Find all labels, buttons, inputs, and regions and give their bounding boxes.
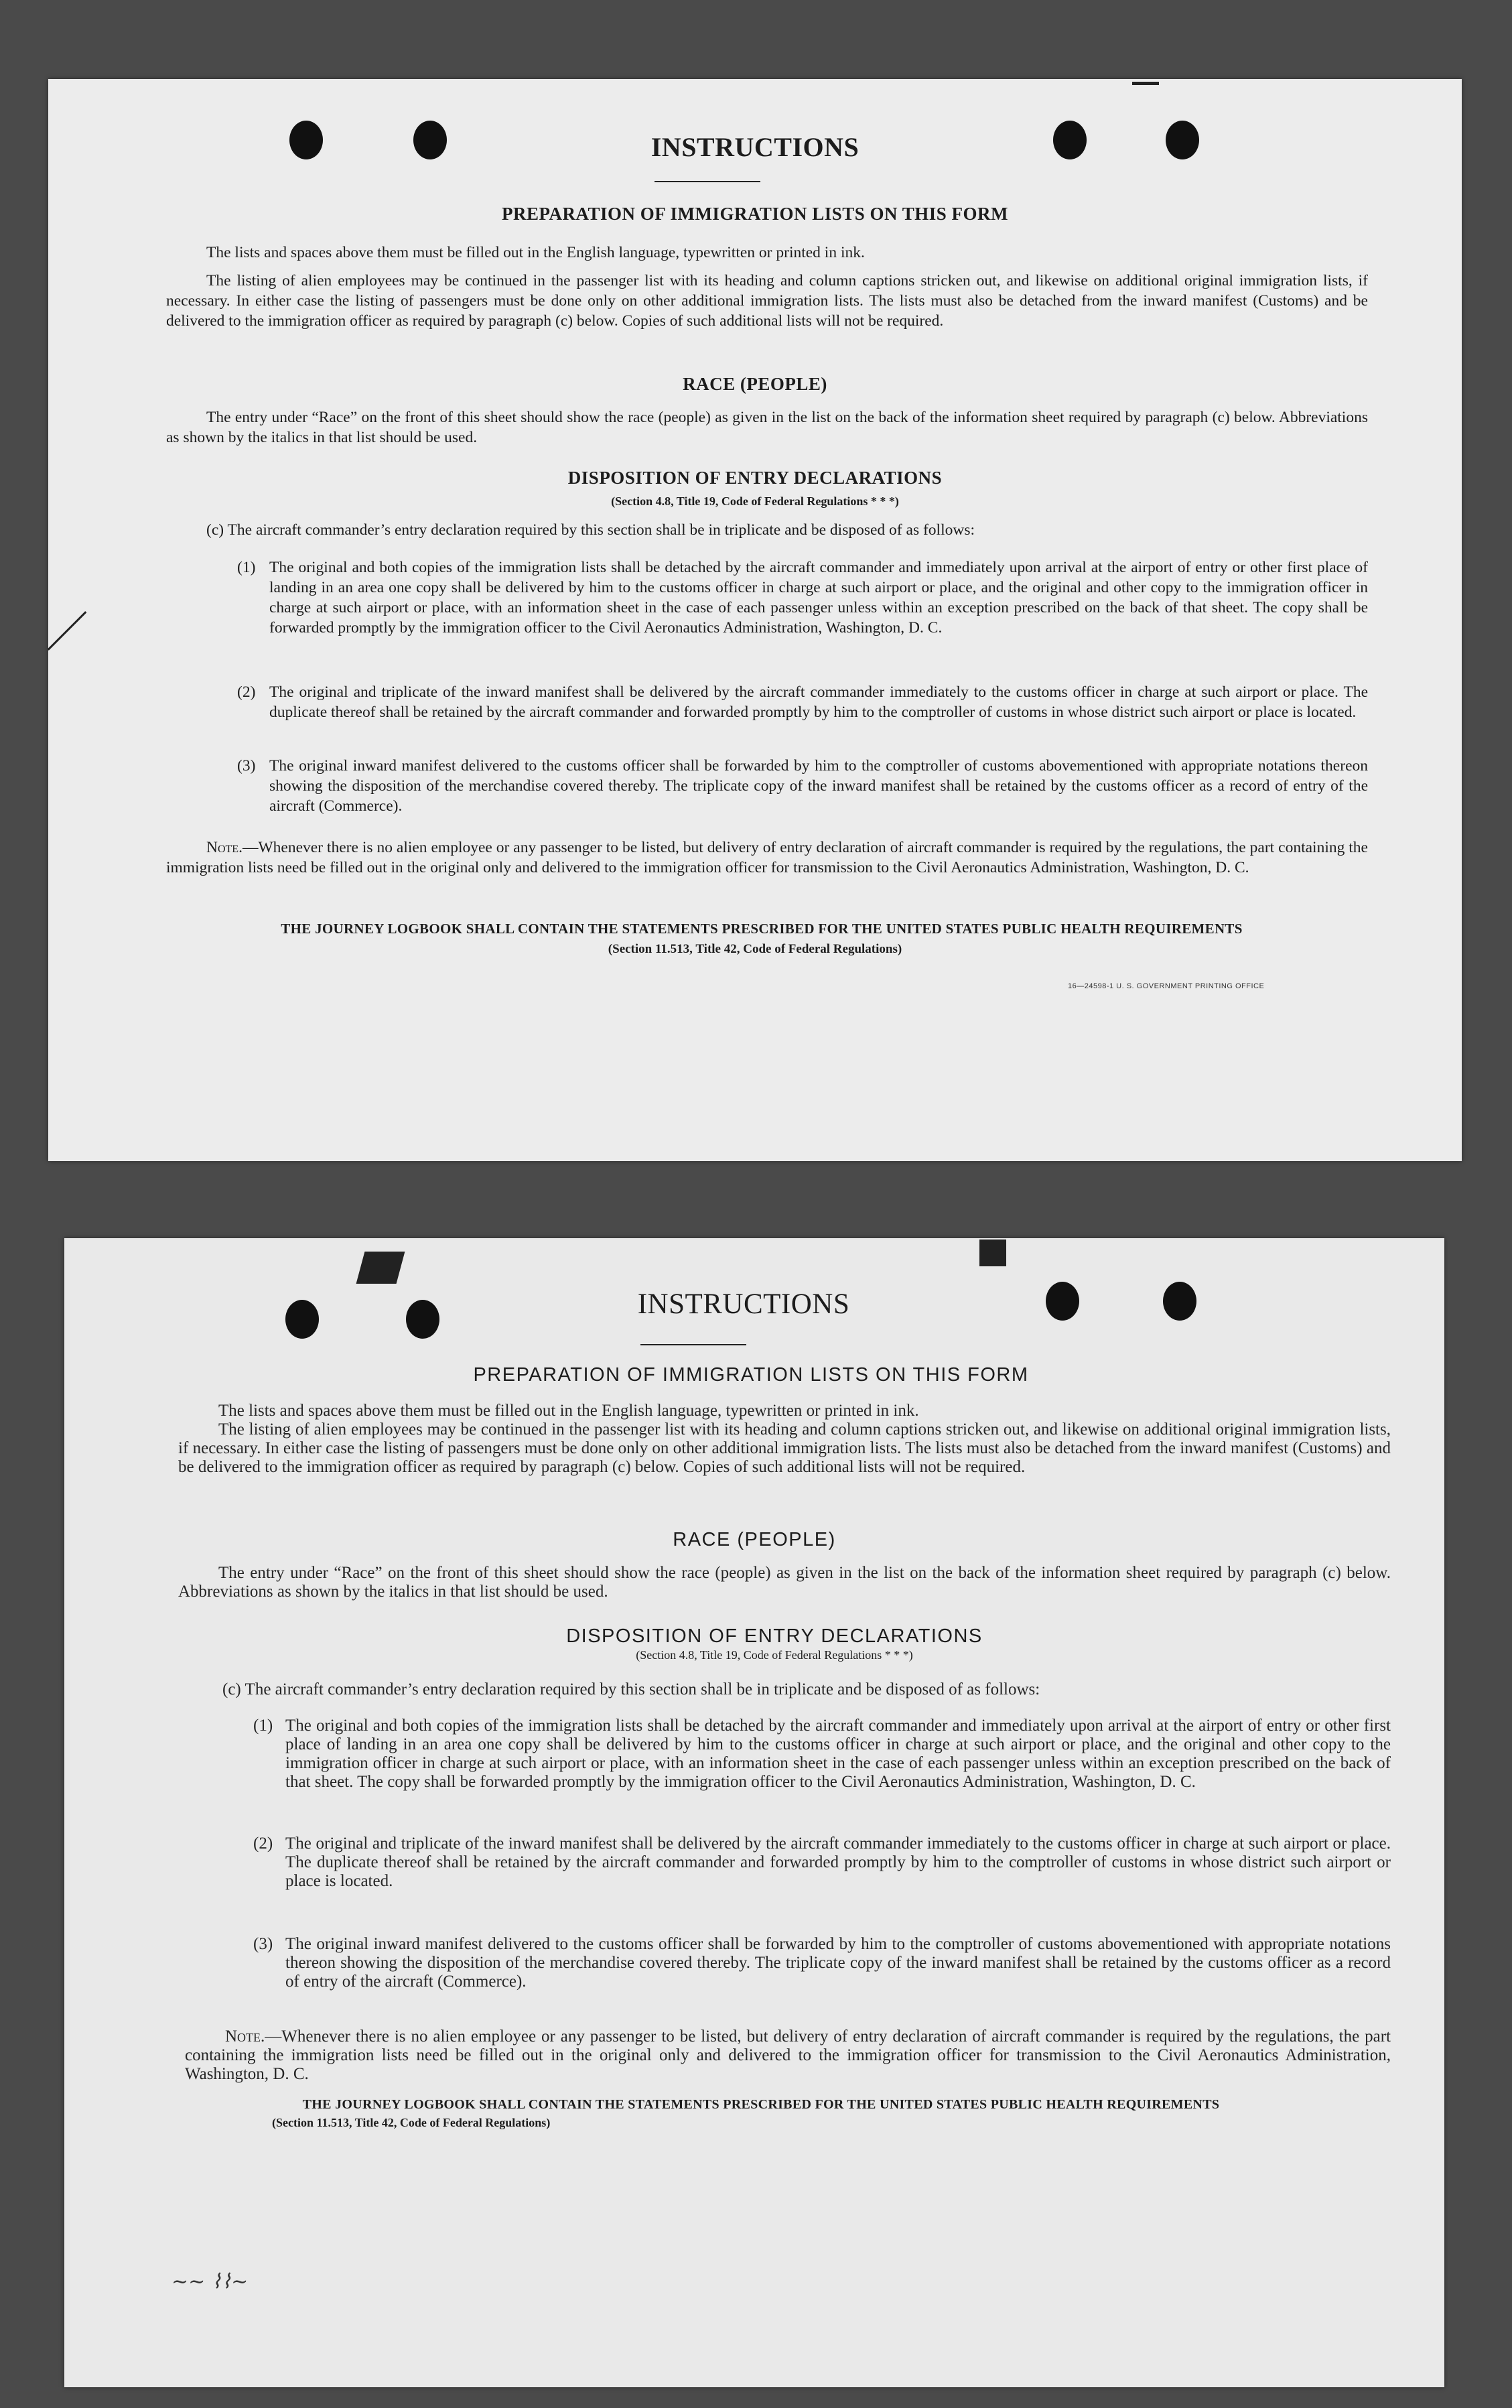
handwritten-scribble: ~~ ⌇⌇~	[171, 2270, 249, 2293]
list-item-text: The original and both copies of the immigration lists shall be detached by the aircraft commander and immediately upon arrival at the airport of entry or other first place of landing in an area one copy shall be delivered by him to the customs officer in charge at such airport or place, and the original and other copy to the immigration officer in charge at such airport or place, with an information sheet in the case of each passenger unless within an exception prescribed on the back of that sheet. The copy shall be forwarded promptly by the immigration officer to the Civil Aeronautics Administration, Washington, D. C.	[285, 1717, 1391, 1791]
list-item-number: (2)	[253, 1834, 273, 1853]
journey-logbook-statement: THE JOURNEY LOGBOOK SHALL CONTAIN THE STATEMENTS PRESCRIBED FOR THE UNITED STATES PUBLIC HEALTH REQUIREMENTS	[281, 921, 1243, 937]
paragraph-listing: The listing of alien employees may be continued in the passenger list with its heading and column captions stricken out, and likewise on additional original immigration lists, if necessary. In either case the listing of passengers must be done only on other additional immigration lists. The lists must also be detached from the inward manifest (Customs) and be delivered to the immigration officer as required by paragraph (c) below. Copies of such additional lists will not be required.	[166, 272, 1368, 330]
instruction-sheet-bottom	[64, 1238, 1444, 2387]
section-heading-preparation: PREPARATION OF IMMIGRATION LISTS ON THIS FORM	[501, 204, 1009, 224]
note-paragraph	[166, 838, 1368, 878]
printer-imprint: 16—24598-1 U. S. GOVERNMENT PRINTING OFFICE	[1068, 982, 1265, 990]
paragraph-languages: The lists and spaces above them must be filled out in the English language, typewritten or printed in ink.	[218, 1402, 919, 1420]
page-title: INSTRUCTIONS	[650, 132, 860, 162]
list-item-text: The original inward manifest delivered to the customs officer shall be forwarded by him to the comptroller of customs abovementioned with appropriate notations thereon showing the disposition of the merchandise covered thereby. The triplicate copy of the inward manifest shall be retained by the customs officer as a record of entry of the aircraft (Commerce).	[269, 757, 1368, 815]
list-item-number: (2)	[237, 683, 256, 701]
title-underline	[655, 181, 760, 182]
list-item-3	[237, 756, 1368, 816]
list-item-text: The original and triplicate of the inward manifest shall be delivered by the aircraft commander immediately to the customs officer in charge at such airport or place. The duplicate thereof shall be retained by the aircraft commander and forwarded promptly by him to the comptroller of customs in whose district such airport or place is located.	[285, 1834, 1391, 1890]
title-underline	[640, 1344, 746, 1345]
list-item-number: (3)	[237, 757, 256, 775]
paragraph-race: The entry under “Race” on the front of this sheet should show the race (people) as given in the list on the back of the information sheet required by paragraph (c) below. Abbreviations as shown by the italics in that list should be used.	[166, 409, 1368, 446]
list-item-number: (1)	[237, 559, 256, 576]
section-heading-preparation: PREPARATION OF IMMIGRATION LISTS ON THIS FORM	[473, 1364, 1029, 1386]
list-item-number: (1)	[253, 1717, 273, 1735]
note-label: Note.	[225, 2027, 265, 2046]
note-paragraph	[185, 2027, 1391, 2084]
list-item-2	[253, 1834, 1391, 1891]
paragraph-c-intro: (c) The aircraft commander’s entry declaration required by this section shall be in triplicate and be disposed of as follows:	[206, 521, 975, 539]
list-item-text: The original and triplicate of the inward manifest shall be delivered by the aircraft commander immediately to the customs officer in charge at such airport or place. The duplicate thereof shall be retained by the aircraft commander and forwarded promptly by him to the comptroller of customs in whose district such airport or place is located.	[269, 683, 1368, 721]
list-item-1	[237, 557, 1368, 638]
list-item-1	[253, 1717, 1391, 1792]
section-heading-race: RACE (PEOPLE)	[673, 1529, 836, 1550]
section-heading-race: RACE (PEOPLE)	[683, 374, 827, 394]
note-label: Note.	[206, 839, 243, 856]
note-text: —Whenever there is no alien employee or any passenger to be listed, but delivery of entry declaration of aircraft commander is required by the regulations, the part containing the immigration lists need be filled out in the original only and delivered to the immigration officer for transmission to the Civil Aeronautics Administration, Washington, D. C.	[185, 2027, 1391, 2083]
instruction-sheet-top	[48, 79, 1462, 1161]
list-item-2	[237, 682, 1368, 722]
page-title: INSTRUCTIONS	[637, 1288, 850, 1320]
journey-citation: (Section 11.513, Title 42, Code of Federal Regulations)	[608, 942, 902, 956]
section-heading-disposition: DISPOSITION OF ENTRY DECLARATIONS	[567, 468, 943, 488]
list-item-text: The original and both copies of the immigration lists shall be detached by the aircraft commander and immediately upon arrival at the airport of entry or other first place of landing in an area one copy shall be delivered by him to the customs officer in charge at such airport or place, and the original and other copy to the immigration officer in charge at such airport or place, with an information sheet in the case of each passenger unless within an exception prescribed on the back of that sheet. The copy shall be forwarded promptly by the immigration officer to the Civil Aeronautics Administration, Washington, D. C.	[269, 559, 1368, 637]
paragraph-c-intro: (c) The aircraft commander’s entry declaration required by this section shall be in triplicate and be disposed of as follows:	[222, 1680, 1040, 1698]
list-item-text: The original inward manifest delivered to the customs officer shall be forwarded by him to the comptroller of customs abovementioned with appropriate notations thereon showing the disposition of the merchandise covered thereby. The triplicate copy of the inward manifest shall be retained by the customs officer as a record of entry of the aircraft (Commerce).	[285, 1935, 1391, 1991]
list-item-number: (3)	[253, 1935, 273, 1953]
disposition-citation: (Section 4.8, Title 19, Code of Federal Regulations * * *)	[636, 1648, 913, 1662]
journey-citation: (Section 11.513, Title 42, Code of Federal Regulations)	[272, 2116, 551, 2129]
list-item-3	[253, 1935, 1391, 1991]
edge-tear-mark	[1132, 82, 1159, 85]
note-text: —Whenever there is no alien employee or any passenger to be listed, but delivery of entry declaration of aircraft commander is required by the regulations, the part containing the immigration lists need be filled out in the original only and delivered to the immigration officer for transmission to the Civil Aeronautics Administration, Washington, D. C.	[166, 839, 1368, 876]
paragraph-languages: The lists and spaces above them must be filled out in the English language, typewritten or printed in ink.	[206, 244, 865, 261]
paragraph-listing: The listing of alien employees may be continued in the passenger list with its heading and column captions stricken out, and likewise on additional original immigration lists, if necessary. In either case the listing of passengers must be done only on other additional immigration lists. The lists must also be detached from the inward manifest (Customs) and be delivered to the immigration officer as required by paragraph (c) below. Copies of such additional lists will not be required.	[178, 1420, 1391, 1476]
disposition-citation: (Section 4.8, Title 19, Code of Federal Regulations * * *)	[611, 494, 899, 508]
section-heading-disposition: DISPOSITION OF ENTRY DECLARATIONS	[566, 1625, 983, 1647]
edge-tear-mark	[979, 1240, 1006, 1266]
paragraph-race: The entry under “Race” on the front of this sheet should show the race (people) as given in the list on the back of the information sheet required by paragraph (c) below. Abbreviations as shown by the italics in that list should be used.	[178, 1564, 1391, 1601]
journey-logbook-statement: THE JOURNEY LOGBOOK SHALL CONTAIN THE STATEMENTS PRESCRIBED FOR THE UNITED STATES PUBLIC HEALTH REQUIREMENTS	[302, 2097, 1220, 2112]
